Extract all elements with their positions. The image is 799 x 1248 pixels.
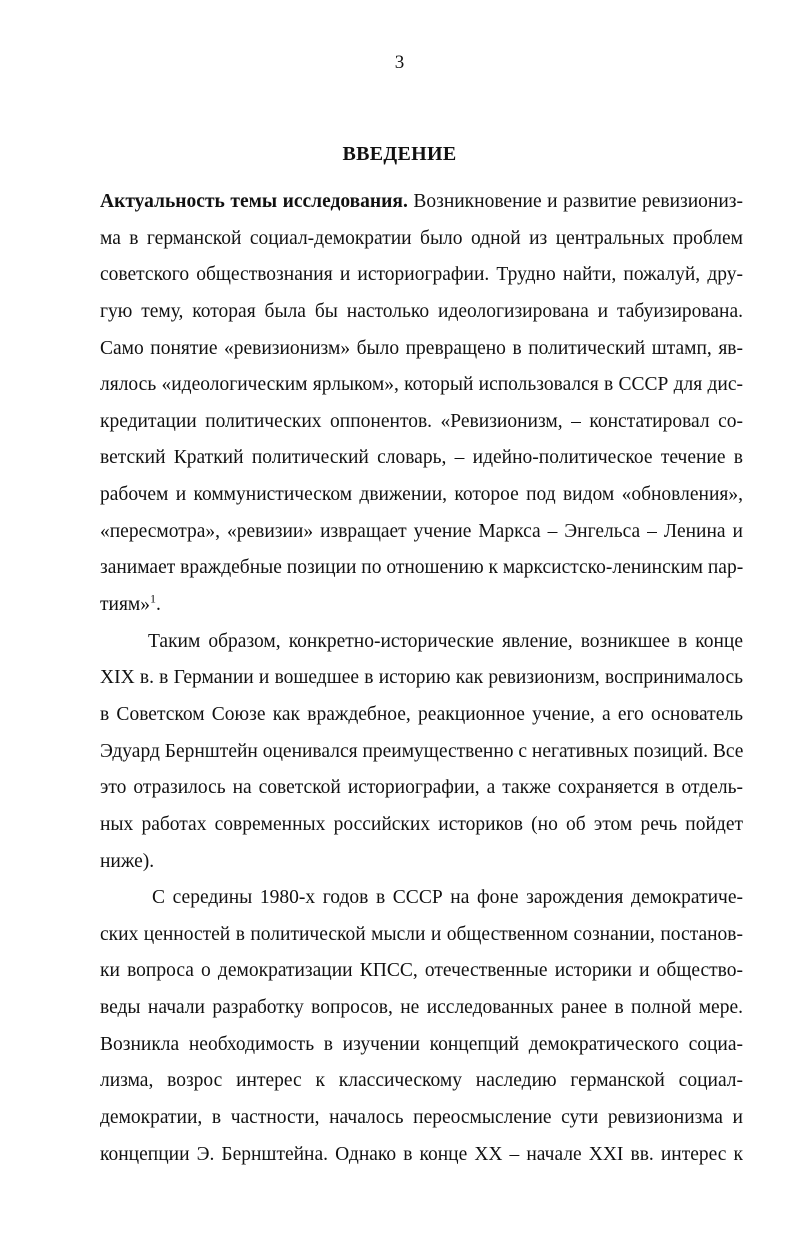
paragraph1-lead: Актуальность темы исследования. bbox=[100, 191, 408, 212]
paragraph1-line: ма в германской социал-демократии было одной из центральных проблем bbox=[100, 227, 743, 249]
paragraph1-line: занимает враждебные позиции по отношению к марксистско-ленинским пар- bbox=[100, 557, 744, 579]
paragraph1-last-text: тиям» bbox=[100, 594, 151, 616]
paragraph3-line: С середины 1980-х годов в СССР на фоне зарождения демократиче- bbox=[152, 887, 743, 909]
footnote-mark: 1 bbox=[150, 591, 157, 606]
paragraph1-line: лялось «идеологическим ярлыком», который использовался в СССР для дис- bbox=[100, 374, 743, 396]
page-number: 3 bbox=[394, 52, 405, 73]
paragraph3-line: лизма, возрос интерес к классическому наследию германской социал- bbox=[100, 1070, 743, 1092]
paragraph1-line: Само понятие «ревизионизм» было превращено в политический штамп, яв- bbox=[100, 337, 743, 359]
paragraph3-line: веды начали разработку вопросов, не исследованных ранее в полной мере. bbox=[100, 997, 743, 1019]
paragraph1-line: «пересмотра», «ревизии» извращает учение Маркса – Энгельса – Ленина и bbox=[100, 520, 743, 542]
paragraph1-line-rest: Возникновение и развитие ревизиониз- bbox=[407, 191, 743, 212]
paragraph2-line: Эдуард Бернштейн оценивался преимущественно с негативных позиций. Все bbox=[100, 740, 744, 762]
paragraph2-line: это отразилось на советской историографии, а также сохраняется в отдель- bbox=[100, 777, 743, 799]
paragraph3-line: Возникла необходимость в изучении концепций демократического социа- bbox=[100, 1033, 743, 1055]
paragraph1-line bbox=[100, 184, 743, 221]
paragraph2-line: ных работах современных российских историков (но об этом речь пойдет bbox=[100, 813, 743, 835]
section-heading: ВВЕДЕНИЕ bbox=[342, 143, 457, 165]
paragraph1-line: рабочем и коммунистическом движении, которое под видом «обновления», bbox=[100, 484, 743, 506]
paragraph3-line: концепции Э. Бернштейна. Однако в конце XX – начале XXI вв. интерес к bbox=[100, 1143, 743, 1165]
paragraph1-line: кредитации политических оппонентов. «Ревизионизм, – констатировал со- bbox=[100, 410, 743, 432]
body-text bbox=[100, 184, 743, 1173]
paragraph1-line: советского обществознания и историографии. Трудно найти, пожалуй, дру- bbox=[100, 264, 743, 286]
paragraph3-line: ских ценностей в политической мысли и общественном сознании, постанов- bbox=[100, 923, 743, 945]
paragraph2-line: XIX в. в Германии и вошедшее в историю как ревизионизм, воспринималось bbox=[100, 667, 743, 689]
paragraph1-last-line bbox=[100, 587, 743, 624]
paragraph1-line: гую тему, которая была бы настолько идеологизирована и табуизирована. bbox=[100, 300, 743, 322]
paragraph2-line: Таким образом, конкретно-исторические явление, возникшее в конце bbox=[148, 630, 743, 652]
paragraph1-last-end: . bbox=[156, 594, 161, 616]
paragraph3-line: ки вопроса о демократизации КПСС, отечественные историки и общество- bbox=[100, 960, 743, 982]
paragraph3-line: демократии, в частности, началось переосмысление сути ревизионизма и bbox=[100, 1107, 743, 1129]
paragraph2-line: в Советском Союзе как враждебное, реакционное учение, а его основатель bbox=[100, 703, 743, 725]
paragraph1-line: ветский Краткий политический словарь, – идейно-политическое течение в bbox=[100, 447, 743, 469]
paragraph2-last-line: ниже). bbox=[100, 850, 155, 872]
